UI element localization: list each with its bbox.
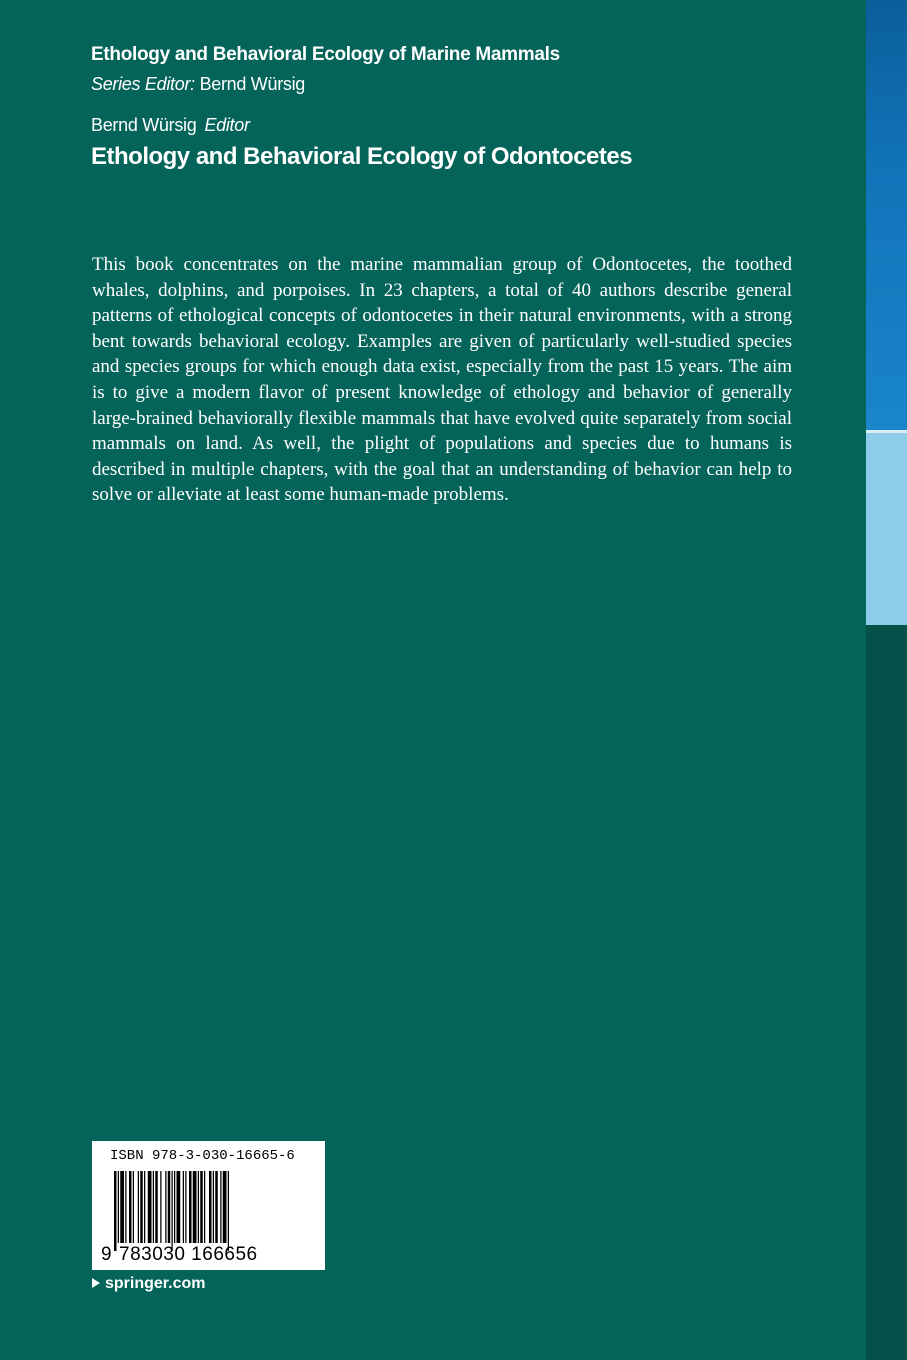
barcode-bar <box>220 1171 221 1243</box>
barcode-bar <box>174 1171 175 1243</box>
barcode-bar <box>223 1171 227 1243</box>
barcode-bar <box>185 1171 186 1243</box>
barcode-bar <box>172 1171 173 1251</box>
series-editor-label: Series Editor: <box>91 74 195 94</box>
barcode-bar <box>160 1171 161 1243</box>
strip-light-blue-section <box>866 433 907 625</box>
barcode-bar <box>215 1171 218 1243</box>
barcode-bar <box>228 1171 229 1251</box>
barcode-bar <box>209 1171 212 1243</box>
barcode-bar <box>148 1171 152 1243</box>
barcode-bar <box>129 1171 132 1243</box>
barcode-bar <box>153 1171 154 1243</box>
barcode-bar <box>114 1171 117 1251</box>
barcode-bar <box>183 1171 184 1243</box>
strip-dark-section <box>866 625 907 1360</box>
barcode-bar <box>120 1171 124 1243</box>
strip-blue-section <box>866 0 907 430</box>
series-editor-name: Bernd Würsig <box>199 74 305 94</box>
barcode-bar <box>144 1171 145 1243</box>
ean-digits: 783030 166656 <box>119 1244 258 1265</box>
play-arrow-icon <box>92 1278 100 1288</box>
spine-color-strip <box>866 0 907 1360</box>
barcode-bar <box>138 1171 139 1243</box>
book-editor-role: Editor <box>204 115 250 135</box>
barcode-bar <box>213 1171 214 1243</box>
barcode-bar <box>200 1171 203 1243</box>
barcode-bar <box>133 1171 134 1243</box>
series-title: Ethology and Behavioral Ecology of Marine Mammals <box>91 44 560 65</box>
publisher-url: springer.com <box>105 1275 206 1292</box>
barcode-bar <box>165 1171 166 1243</box>
book-editor-name: Bernd Würsig <box>91 115 197 135</box>
publisher-link[interactable] <box>92 1275 205 1293</box>
blurb-text: This book concentrates on the marine mammalian group of Odontocetes, the toothed whales, dolphins, and porpoises. In 23 chapters, a total of 40 authors describe general patterns of ethological concepts of odontocetes in their natural environments, with a strong bent towards behavioral ecology. Examples are given of particularly well-studied species and species groups for which enough data exist, especially from the past 15 years. The aim is to give a modern flavor of present knowledge of ethology and behavior of generally large-brained behaviorally flexible mammals that have evolved quite separately from social mammals on land. As well, the plight of populations and species due to humans is described in multiple chapters, with the goal that an understanding of behavior can help to solve or alleviate at least some human-made problems. <box>92 254 792 506</box>
barcode-bar <box>118 1171 119 1243</box>
barcode-bar <box>125 1171 126 1243</box>
isbn-text: ISBN 978-3-030-16665-6 <box>110 1148 295 1164</box>
isbn-barcode <box>92 1141 325 1270</box>
book-title: Ethology and Behavioral Ecology of Odontocetes <box>91 143 633 170</box>
barcode-bar <box>198 1171 199 1243</box>
barcode-bar <box>168 1171 171 1243</box>
barcode-bar <box>204 1171 205 1243</box>
barcode-bar <box>189 1171 192 1243</box>
barcode-bar <box>155 1171 158 1243</box>
ean-first-digit: 9 <box>101 1244 112 1265</box>
barcode-bar <box>177 1171 181 1243</box>
series-editor <box>91 74 305 95</box>
barcode-bar <box>140 1171 143 1243</box>
barcode-bar <box>193 1171 197 1243</box>
book-editor <box>91 115 250 136</box>
